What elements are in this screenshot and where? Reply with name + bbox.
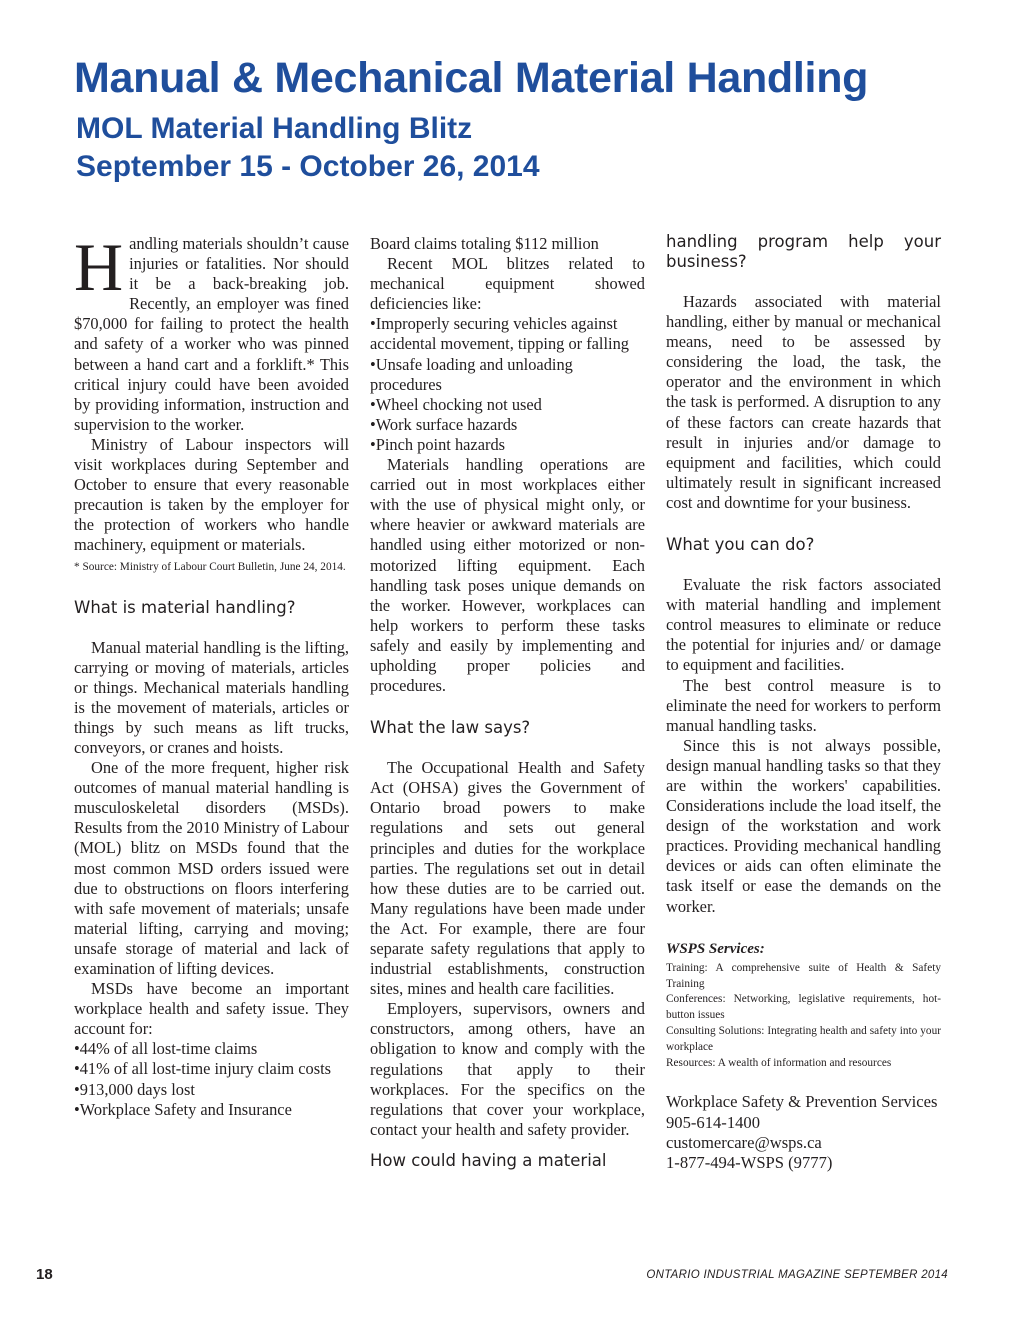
article-title: Manual & Mechanical Material Handling (74, 54, 869, 102)
section-heading: What the law says? (370, 718, 531, 738)
paragraph: MSDs have become an important workplace health and safety issue. They account for: (74, 979, 349, 1039)
paragraph: Manual material handling is the lifting, carrying or moving of materials, articles or things. Mechanical materials handling is the movement of materials, articles or things by such means as lift trucks, conveyors, or cranes and hoists. (74, 637, 349, 757)
section-heading: What is material handling? (74, 597, 296, 617)
paragraph: Board claims totaling $112 million (370, 234, 599, 253)
bullet-item: •Wheel chocking not used (370, 394, 542, 414)
page-number: 18 (36, 1266, 53, 1283)
bullet-item: •Workplace Safety and Insurance (74, 1099, 292, 1119)
section-heading: What you can do? (666, 535, 815, 555)
paragraph: Hazards associated with material handling, either by manual or mechanical means, need to be assessed by considering the load, the task, the operator and the environment in which the task is performed. A disruption to any of these factors can create hazards that result in injuries and/or damage to equipment and facilities, which could ultimately result in significant increased cost and downtime for your business. (666, 292, 941, 512)
service-item: Training: A comprehensive suite of Health & Safety Training (666, 961, 941, 990)
paragraph: One of the more frequent, higher risk outcomes of manual material handling is musculoskeletal disorders (MSDs). Results from the 2010 Ministry of Labour (MOL) blitz on MSDs found that the most common MSD orders issued were due to obstructions on floors interfering with safe movement of materials; unsafe material lifting, carrying and moving; unsafe storage of material and lack of examination of lifting devices. (74, 758, 349, 978)
organization-name: Workplace Safety & Prevention Services (666, 1092, 938, 1112)
service-item: Consulting Solutions: Integrating health and safety into your workplace (666, 1024, 941, 1053)
paragraph: The best control measure is to eliminate the need for workers to perform manual handling tasks. (666, 675, 941, 735)
paragraph: Recent MOL blitzes related to mechanical equipment showed deficiencies like: (370, 254, 645, 314)
phone-number: 905-614-1400 (666, 1112, 761, 1132)
paragraph: The Occupational Health and Safety Act (OHSA) gives the Government of Ontario broad powers to make regulations and sets out general principles and duties for the workplace parties. The regulations set out in detail how these duties are to be carried out. Many regulations have been made under the Act. For example, there are four separate safety regulations that apply to industrial establishments, construction sites, mines and health care facilities. (370, 758, 645, 999)
bullet-item: •Improperly securing vehicles against accidental movement, tipping or falling (370, 314, 629, 354)
bullet-item: •Pinch point hazards (370, 434, 506, 454)
column-2 (370, 234, 645, 1171)
article-dates: September 15 - October 26, 2014 (76, 150, 540, 183)
bullet-item: •913,000 days lost (74, 1079, 195, 1099)
email-address: customercare@wsps.ca (666, 1132, 822, 1152)
wsps-services-title: WSPS Services: (666, 940, 765, 957)
column-3 (666, 234, 941, 1173)
service-item: Conferences: Networking, legislative requirements, hot-button issues (666, 993, 941, 1022)
drop-cap: H (74, 229, 124, 305)
paragraph: Evaluate the risk factors associated with material handling and implement control measures to eliminate or reduce the potential for injuries and/ or damage to equipment and facilities. (666, 575, 941, 675)
bullet-item: •Work surface hazards (370, 414, 518, 434)
section-heading: How could having a material (370, 1150, 607, 1170)
paragraph: Employers, supervisors, owners and constructors, among others, have an obligation to know and comply with the regulations that apply to their workplaces. For the specifics on the regulations that cover your workplace, contact your health and safety provider. (370, 999, 645, 1139)
magazine-footer: ONTARIO INDUSTRIAL MAGAZINE SEPTEMBER 2014 (646, 1269, 948, 1281)
intro-text: andling materials shouldn’t cause injuries or fatalities. Nor should it be a back-breaking job. Recently, an employer was fined $70,000 for failing to protect the health and safety of a worker who was pinned between a hand cart and a forklift.* This critical injury could have been avoided by providing information, instruction and supervision to the worker. (74, 234, 349, 434)
bullet-item: •44% of all lost-time claims (74, 1039, 258, 1059)
article-subtitle: MOL Material Handling Blitz (76, 112, 473, 145)
contact-block (666, 1092, 941, 1173)
service-item: Resources: A wealth of information and resources (666, 1056, 892, 1069)
bullet-item: •Unsafe loading and unloading procedures (370, 354, 573, 394)
section-heading-continued: handling program help your business? (666, 232, 941, 271)
column-1 (74, 229, 349, 1120)
paragraph: Ministry of Labour inspectors will visit workplaces during September and October to ensure that every reasonable precaution is taken by the employer for the protection of workers who handle machinery, equipment or materials. (74, 434, 349, 555)
intro-paragraph (74, 229, 349, 435)
footnote: * Source: Ministry of Labour Court Bulletin, June 24, 2014. (74, 560, 346, 573)
bullet-item: •41% of all lost-time injury claim costs (74, 1059, 332, 1079)
paragraph: Since this is not always possible, design manual handling tasks so that they are within the workers' capabilities. Considerations include the load itself, the design of the workstation and work practices. Providing mechanical handling devices or aids can often eliminate the task itself or ease the demands on the worker. (666, 735, 941, 916)
toll-free-number: 1-877-494-WSPS (9777) (666, 1152, 833, 1172)
paragraph: Materials handling operations are carried out in most workplaces either with the use of physical might only, or where heavier or awkward materials are handled using either motorized or non-motorized lifting equipment. Each handling task poses unique demands on the worker. However, workplaces can help workers to perform these tasks safely and easily by implementing and upholding proper policies and procedures. (370, 455, 645, 696)
